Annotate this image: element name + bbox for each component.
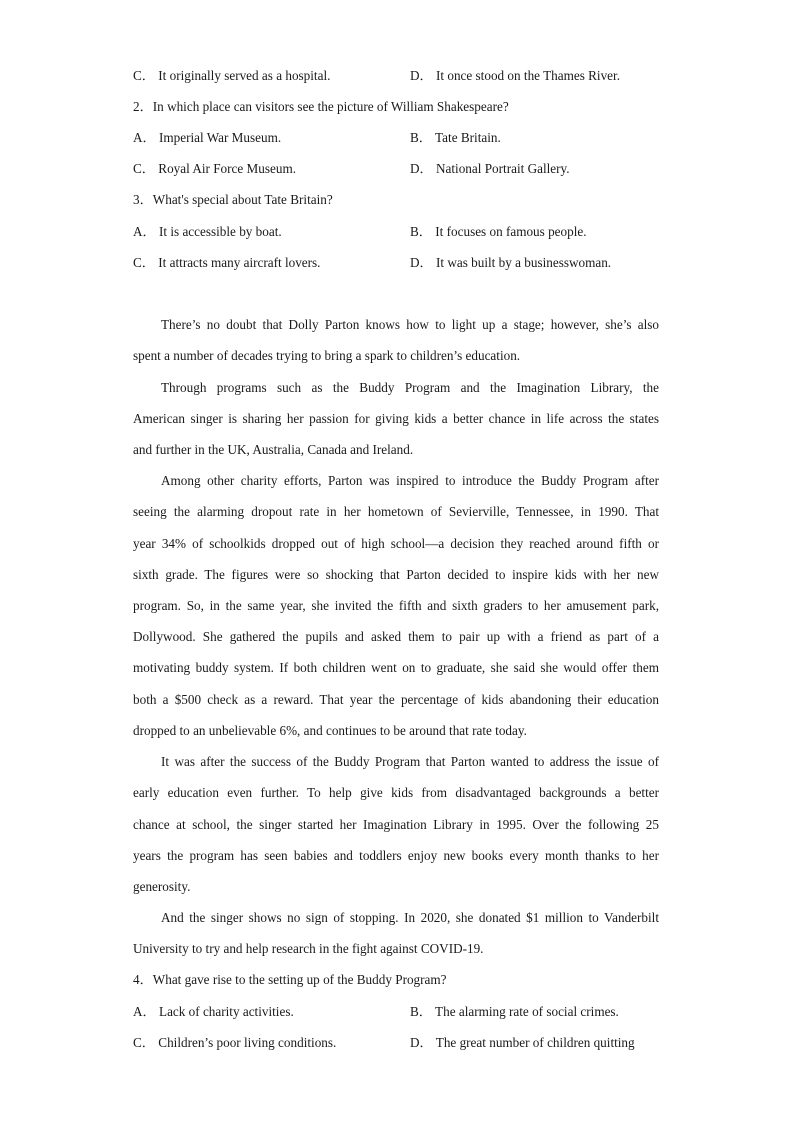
passage-p4-line: It was after the success of the Buddy Program that Parton wanted to address the issue of bbox=[161, 754, 659, 769]
passage-p3-line: dropped to an unbelievable 6%, and continues to be around that rate today. bbox=[133, 723, 527, 738]
passage-p1-line: spent a number of decades trying to bring a spark to children’s education. bbox=[133, 348, 521, 363]
q3-option-b: B． It focuses on famous people. bbox=[410, 224, 587, 239]
passage-p3-line: seeing the alarming dropout rate in her hometown of Sevierville, Tennessee, in 1990. That bbox=[133, 504, 659, 519]
passage-p3-line: motivating buddy system. If both children went on to graduate, she said she would offer them bbox=[133, 660, 659, 675]
q2-option-c: C． Royal Air Force Museum. bbox=[133, 161, 297, 176]
passage-p5-line: And the singer shows no sign of stopping. In 2020, she donated $1 million to Vanderbilt bbox=[161, 910, 659, 925]
passage-p3-line: program. So, in the same year, she invited the fifth and sixth graders to her amusement park, bbox=[133, 598, 659, 613]
q4-option-a: A． Lack of charity activities. bbox=[133, 1004, 294, 1019]
passage-p3-line: sixth grade. The figures were so shocking that Parton decided to inspire kids with her new bbox=[133, 567, 659, 582]
q2-option-a: A． Imperial War Museum. bbox=[133, 130, 282, 145]
q3-stem: 3．What's special about Tate Britain? bbox=[133, 192, 333, 207]
q4-option-c: C． Children’s poor living conditions. bbox=[133, 1035, 337, 1050]
q4-option-d: D． The great number of children quitting bbox=[410, 1035, 635, 1050]
passage-p4-line: generosity. bbox=[133, 879, 191, 894]
q4-option-b: B． The alarming rate of social crimes. bbox=[410, 1004, 619, 1019]
passage-p3-line: both a $500 check as a reward. That year the percentage of kids abandoning their education bbox=[133, 692, 659, 707]
passage-p2-line: and further in the UK, Australia, Canada and Ireland. bbox=[133, 442, 414, 457]
q4-stem: 4．What gave rise to the setting up of the Buddy Program? bbox=[133, 972, 447, 987]
passage-p3-line: Dollywood. She gathered the pupils and asked them to pair up with a friend as part of a bbox=[133, 629, 659, 644]
passage-p4-line: years the program has seen babies and toddlers enjoy new books every month thanks to her bbox=[133, 848, 659, 863]
q3-option-c: C． It attracts many aircraft lovers. bbox=[133, 255, 321, 270]
q1-option-c: C． It originally served as a hospital. bbox=[133, 68, 331, 83]
passage-p1-line: There’s no doubt that Dolly Parton knows how to light up a stage; however, she’s also bbox=[161, 317, 659, 332]
q3-option-d: D． It was built by a businesswoman. bbox=[410, 255, 612, 270]
q2-stem: 2．In which place can visitors see the picture of William Shakespeare? bbox=[133, 99, 509, 114]
passage-p4-line: chance at school, the singer started her Imagination Library in 1995. Over the following 25 bbox=[133, 817, 659, 832]
passage-p2-line: American singer is sharing her passion for giving kids a better chance in life across the states bbox=[133, 411, 659, 426]
passage-p3-line: Among other charity efforts, Parton was inspired to introduce the Buddy Program after bbox=[161, 473, 659, 488]
q3-option-a: A． It is accessible by boat. bbox=[133, 224, 282, 239]
q2-option-b: B． Tate Britain. bbox=[410, 130, 501, 145]
q1-option-d: D． It once stood on the Thames River. bbox=[410, 68, 620, 83]
passage-p2-line: Through programs such as the Buddy Program and the Imagination Library, the bbox=[161, 380, 659, 395]
passage-p3-line: year 34% of schoolkids dropped out of high school—a decision they reached around fifth or bbox=[133, 536, 659, 551]
q2-option-d: D． National Portrait Gallery. bbox=[410, 161, 570, 176]
passage-p5-line: University to try and help research in the fight against COVID-19. bbox=[133, 941, 484, 956]
passage-p4-line: early education even further. To help give kids from disadvantaged backgrounds a better bbox=[133, 785, 659, 800]
